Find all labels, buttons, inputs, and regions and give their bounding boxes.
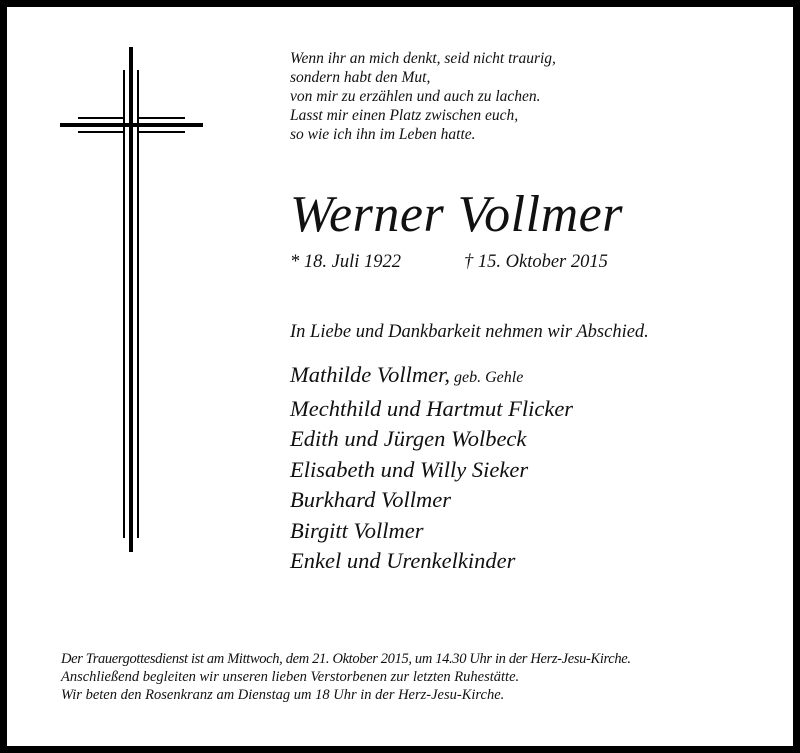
- poem-line: sondern habt den Mut,: [290, 69, 431, 86]
- poem-line: von mir zu erzählen und auch zu lachen.: [290, 88, 541, 105]
- poem-line: Lasst mir einen Platz zwischen euch,: [290, 107, 519, 124]
- mourner-name: Mathilde Vollmer,: [290, 362, 450, 387]
- service-line: Anschließend begleiten wir unseren lieben Verstorbenen zur letzten Ruhestätte.: [61, 669, 520, 685]
- mourner: Enkel und Urenkelkinder: [290, 548, 516, 573]
- deceased-name: Werner Vollmer: [290, 186, 623, 243]
- farewell-text: In Liebe und Dankbarkeit nehmen wir Abschied.: [290, 322, 649, 342]
- birth-date: * 18. Juli 1922: [290, 252, 401, 272]
- mourner: Birgitt Vollmer: [290, 517, 424, 543]
- death-date: † 15. Oktober 2015: [464, 252, 608, 272]
- obituary-notice: [7, 7, 793, 746]
- poem: [290, 49, 556, 144]
- mourner: Elisabeth und Willy Sieker: [290, 456, 529, 482]
- mourner: Mechthild und Hartmut Flicker: [290, 395, 574, 421]
- service-line: Wir beten den Rosenkranz am Dienstag um 18 Uhr in der Herz-Jesu-Kirche.: [61, 687, 505, 703]
- mourners-list: [290, 360, 573, 577]
- mourner: Edith und Jürgen Wolbeck: [290, 426, 527, 451]
- service-line: Der Trauergottesdienst ist am Mittwoch, dem 21. Oktober 2015, um 14.30 Uhr in der Herz-Jesu-Kirche.: [61, 651, 631, 667]
- mourner: [290, 360, 573, 394]
- poem-line: so wie ich ihn im Leben hatte.: [290, 126, 476, 143]
- mourner: Burkhard Vollmer: [290, 487, 452, 512]
- life-dates: [290, 251, 608, 273]
- service-info: [61, 650, 631, 704]
- poem-line: Wenn ihr an mich denkt, seid nicht traurig,: [290, 50, 556, 67]
- maiden-name-note: geb. Gehle: [449, 369, 524, 386]
